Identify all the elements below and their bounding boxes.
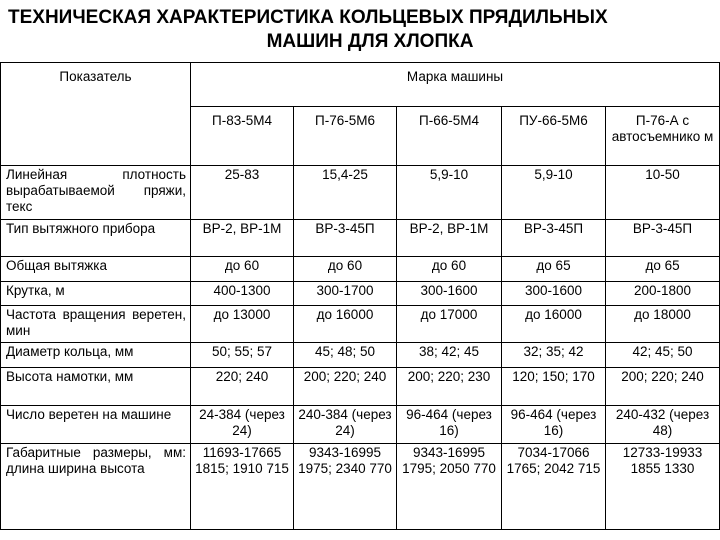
table-cell: 200; 220; 240 [294, 368, 397, 406]
row-label: Диаметр кольца, мм [1, 343, 191, 368]
table-cell: 220; 240 [191, 368, 294, 406]
table-row [1, 257, 720, 282]
row-label: Крутка, м [1, 282, 191, 306]
table-cell: 24-384 (через 24) [191, 406, 294, 444]
table-row [1, 166, 720, 220]
table-row [1, 406, 720, 444]
table-cell: до 60 [397, 257, 502, 282]
model-2: П-76-5М6 [294, 107, 397, 166]
table-cell: до 65 [606, 257, 720, 282]
table-cell: до 60 [294, 257, 397, 282]
table-cell: до 65 [502, 257, 606, 282]
page-title [0, 6, 720, 54]
table-cell: 200-1800 [606, 282, 720, 306]
row-label: Тип вытяжного прибора [1, 220, 191, 257]
table-cell: 120; 150; 170 [502, 368, 606, 406]
table-cell: ВР-3-45П [606, 220, 720, 257]
table-cell: 10-50 [606, 166, 720, 220]
table-cell: 400-1300 [191, 282, 294, 306]
table-cell: ВР-3-45П [502, 220, 606, 257]
model-1: П-83-5М4 [191, 107, 294, 166]
header-indicator: Показатель [1, 63, 191, 166]
table-cell: 25-83 [191, 166, 294, 220]
table-cell: ВР-2, ВР-1М [191, 220, 294, 257]
table-cell: до 17000 [397, 306, 502, 343]
table-cell: 12733-19933 1855 1330 [606, 444, 720, 530]
table-cell: ВР-3-45П [294, 220, 397, 257]
table-cell: 7034-17066 1765; 2042 715 [502, 444, 606, 530]
table-cell: 9343-16995 1795; 2050 770 [397, 444, 502, 530]
row-label: Общая вытяжка [1, 257, 191, 282]
title-line-1: ТЕХНИЧЕСКАЯ ХАРАКТЕРИСТИКА КОЛЬЦЕВЫХ ПРЯДИЛЬНЫХ [8, 7, 608, 28]
table-row [1, 306, 720, 343]
table-row [1, 220, 720, 257]
table-row [1, 368, 720, 406]
title-line-2: МАШИН ДЛЯ ХЛОПКА [266, 31, 474, 52]
table-row [1, 343, 720, 368]
table-cell: до 13000 [191, 306, 294, 343]
table-row [1, 282, 720, 306]
row-label: Число веретен на машине [1, 406, 191, 444]
table-cell: 5,9-10 [502, 166, 606, 220]
table-cell: ВР-2, ВР-1М [397, 220, 502, 257]
table-cell: 300-1700 [294, 282, 397, 306]
table-cell: 96-464 (через 16) [397, 406, 502, 444]
table-cell: 15,4-25 [294, 166, 397, 220]
table-cell: 11693-17665 1815; 1910 715 [191, 444, 294, 530]
table-cell: 200; 220; 230 [397, 368, 502, 406]
table-cell: 45; 48; 50 [294, 343, 397, 368]
model-5: П-76-А с автосъемнико м [606, 107, 720, 166]
table-cell: до 16000 [294, 306, 397, 343]
table-cell: 240-384 (через 24) [294, 406, 397, 444]
table-cell: 300-1600 [502, 282, 606, 306]
model-3: П-66-5М4 [397, 107, 502, 166]
table-cell: до 18000 [606, 306, 720, 343]
spec-table [0, 62, 720, 530]
table-cell: до 16000 [502, 306, 606, 343]
table-cell: 32; 35; 42 [502, 343, 606, 368]
table-cell: 38; 42; 45 [397, 343, 502, 368]
row-label: Линейная плотность вырабатываемой пряжи, текс [1, 166, 191, 220]
table-cell: до 60 [191, 257, 294, 282]
header-brand: Марка машины [191, 63, 720, 107]
table-cell: 240-432 (через 48) [606, 406, 720, 444]
table-cell: 200; 220; 240 [606, 368, 720, 406]
table-row [1, 444, 720, 530]
table-cell: 96-464 (через 16) [502, 406, 606, 444]
table-cell: 42; 45; 50 [606, 343, 720, 368]
row-label: Высота намотки, мм [1, 368, 191, 406]
table-cell: 9343-16995 1975; 2340 770 [294, 444, 397, 530]
table-cell: 300-1600 [397, 282, 502, 306]
row-label: Габаритные размеры, мм: длина ширина высота [1, 444, 191, 530]
table-cell: 5,9-10 [397, 166, 502, 220]
row-label: Частота вращения веретен, мин [1, 306, 191, 343]
model-4: ПУ-66-5М6 [502, 107, 606, 166]
table-cell: 50; 55; 57 [191, 343, 294, 368]
